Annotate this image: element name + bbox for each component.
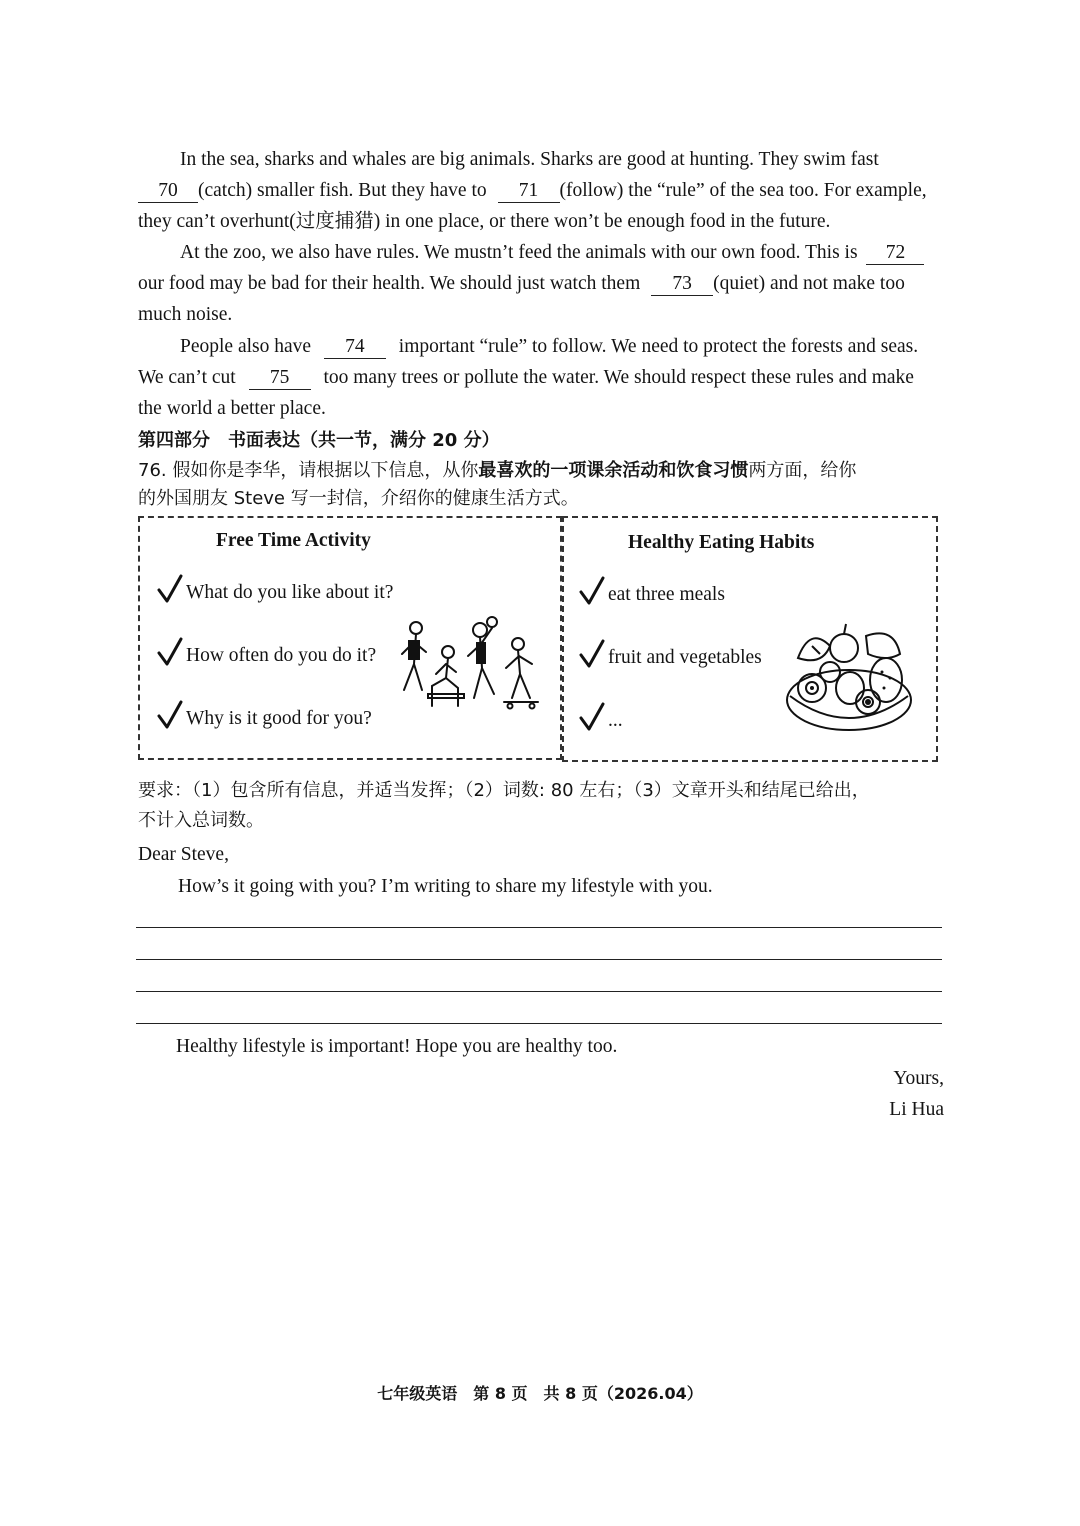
check-item-1: What do you like about it? (156, 574, 393, 604)
fruit-bowl-illustration (782, 618, 916, 738)
passage-p3-line3: the world a better place. (138, 398, 326, 419)
blank-72[interactable]: 72 (866, 242, 924, 265)
check-icon (578, 639, 606, 669)
page-footer: 七年级英语 第 8 页 共 8 页（2026.04） (377, 1384, 703, 1403)
answer-line-2[interactable] (136, 959, 942, 960)
letter-signoff: Yours, (893, 1068, 944, 1089)
passage-p1-line2: 70 (catch) smaller fish. But they have to 71 (follow) the “rule” of the sea too. For example, (138, 179, 944, 203)
healthy-eating-title: Healthy Eating Habits (628, 532, 815, 553)
check-icon (578, 702, 606, 732)
sports-illustration (396, 616, 544, 718)
blank-73[interactable]: 73 (651, 273, 713, 296)
answer-line-4[interactable] (136, 1023, 942, 1024)
check-item-2: How often do you do it? (156, 637, 376, 667)
check-icon (156, 637, 184, 667)
check-item-3: Why is it good for you? (156, 700, 372, 730)
answer-line-3[interactable] (136, 991, 942, 992)
healthy-eating-box (562, 516, 938, 762)
passage-p2-line1: At the zoo, we also have rules. We mustn’t feed the animals with our own food. This is 72 (180, 241, 942, 265)
question-76-line1: 76. 假如你是李华，请根据以下信息，从你最喜欢的一项课余活动和饮食习惯两方面，给你 (138, 460, 857, 481)
passage-p1-line3: they can’t overhunt(过度捕猎) in one place, or there won’t be enough food in the future. (138, 211, 831, 232)
check-item-fruit: fruit and vegetables (578, 639, 762, 669)
passage-p3-line1: People also have 74 important “rule” to follow. We need to protect the forests and seas. (180, 336, 919, 357)
free-time-activity-box (138, 516, 562, 760)
requirements-line1: 要求：（1）包含所有信息，并适当发挥；（2）词数: 80 左右；（3）文章开头和结尾已给出， (138, 780, 870, 801)
passage-p2-line3: much noise. (138, 304, 233, 325)
letter-signature: Li Hua (889, 1099, 944, 1120)
requirements-line2: 不计入总词数。 (138, 810, 264, 831)
letter-greeting: Dear Steve, (138, 844, 229, 865)
letter-closing: Healthy lifestyle is important! Hope you are healthy too. (176, 1036, 618, 1057)
question-emphasis: 最喜欢的一项课余活动和饮食习惯 (478, 460, 749, 481)
letter-opening: How’s it going with you? I’m writing to share my lifestyle with you. (178, 876, 713, 897)
blank-75[interactable]: 75 (249, 367, 311, 390)
blank-74[interactable]: 74 (324, 336, 386, 359)
passage-p1-line1: In the sea, sharks and whales are big animals. Sharks are good at hunting. They swim fast (180, 149, 879, 170)
check-icon (156, 700, 184, 730)
passage-p3-line2: We can’t cut 75 too many trees or pollute the water. We should respect these rules and make (138, 367, 914, 388)
answer-line-1[interactable] (136, 927, 942, 928)
check-item-meals: eat three meals (578, 576, 725, 606)
check-icon (578, 576, 606, 606)
blank-71[interactable]: 71 (498, 180, 560, 203)
section-heading: 第四部分 书面表达（共一节，满分 20 分） (138, 430, 500, 451)
free-time-title: Free Time Activity (216, 530, 371, 551)
check-icon (156, 574, 184, 604)
check-item-more: ... (578, 702, 623, 732)
blank-70[interactable]: 70 (138, 180, 198, 203)
question-76-line2: 的外国朋友 Steve 写一封信，介绍你的健康生活方式。 (138, 488, 579, 509)
passage-p2-line2: our food may be bad for their health. We should just watch them 73 (quiet) and not make too (138, 273, 905, 294)
